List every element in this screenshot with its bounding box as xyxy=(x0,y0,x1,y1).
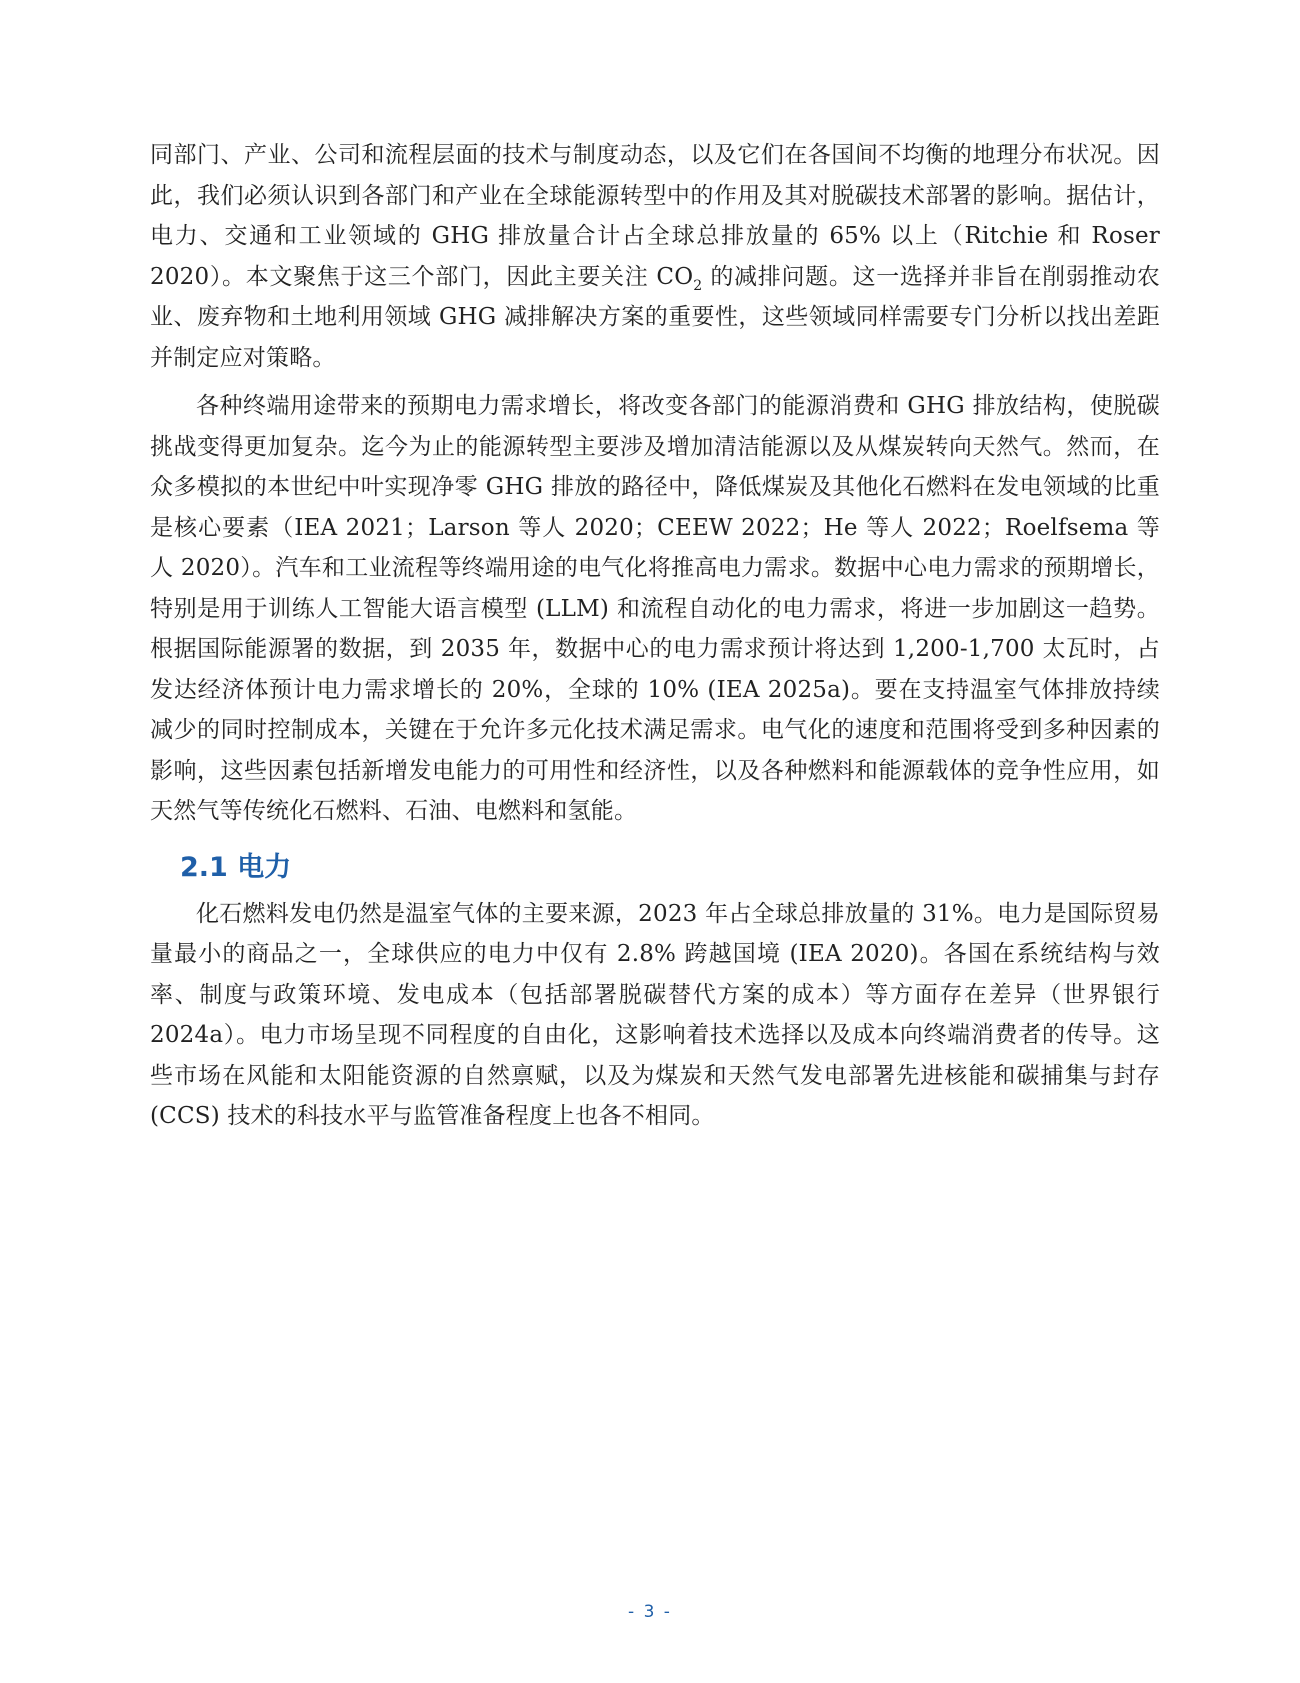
paragraph-continued xyxy=(150,135,1160,378)
paragraph-power-sector: 化石燃料发电仍然是温室气体的主要来源，2023 年占全球总排放量的 31%。电力是国际贸易量最小的商品之一，全球供应的电力中仅有 2.8% 跨越国境 (IEA 2020)。各国在系统结构与效率、制度与政策环境、发电成本（包括部署脱碳替代方案的成本）等方面存在差异（世界银行 2024a）。电力市场呈现不同程度的自由化，这影响着技术选择以及成本向终端消费者的传导。这些市场在风能和太阳能资源的自然禀赋，以及为煤炭和天然气发电部署先进核能和碳捕集与封存 (CCS) 技术的科技水平与监管准备程度上也各不相同。 xyxy=(150,900,1160,1129)
co2-subscript: 2 xyxy=(693,277,703,294)
section-heading: 2.1 电力 xyxy=(180,851,292,883)
paragraph-text: 同部门、产业、公司和流程层面的技术与制度动态，以及它们在各国间不均衡的地理分布状况。因此，我们必须认识到各部门和产业在全球能源转型中的作用及其对脱碳技术部署的影响。据估计，电力、交通和工业领域的 GHG 排放量合计占全球总排放量的 65% 以上（Ritchie 和 Roser 2020）。本文聚焦于这三个部门，因此主要关注 CO xyxy=(150,142,1160,290)
paragraph-text: 的减排问题。这一选择并非旨在削弱推动农业、废弃物和土地利用领域 GHG 减排解决方案的重要性，这些领域同样需要专门分析以找出差距并制定应对策略。 xyxy=(150,263,1161,371)
page-number: - 3 - xyxy=(628,1602,672,1622)
document-body xyxy=(150,135,1160,1145)
paragraph-electricity-demand: 各种终端用途带来的预期电力需求增长，将改变各部门的能源消费和 GHG 排放结构，使脱碳挑战变得更加复杂。迄今为止的能源转型主要涉及增加清洁能源以及从煤炭转向天然气。然而，在众多模拟的本世纪中叶实现净零 GHG 排放的路径中，降低煤炭及其他化石燃料在发电领域的比重是核心要素（IEA 2021；Larson 等人 2020；CEEW 2022；He 等人 2022；Roelfsema 等人 2020）。汽车和工业流程等终端用途的电气化将推高电力需求。数据中心电力需求的预期增长，特别是用于训练人工智能大语言模型 (LLM) 和流程自动化的电力需求，将进一步加剧这一趋势。根据国际能源署的数据，到 2035 年，数据中心的电力需求预计将达到 1,200-1,700 太瓦时，占发达经济体预计电力需求增长的 20%，全球的 10% (IEA 2025a)。要在支持温室气体排放持续减少的同时控制成本，关键在于允许多元化技术满足需求。电气化的速度和范围将受到多种因素的影响，这些因素包括新增发电能力的可用性和经济性，以及各种燃料和能源载体的竞争性应用，如天然气等传统化石燃料、石油、电燃料和氢能。 xyxy=(150,393,1160,824)
